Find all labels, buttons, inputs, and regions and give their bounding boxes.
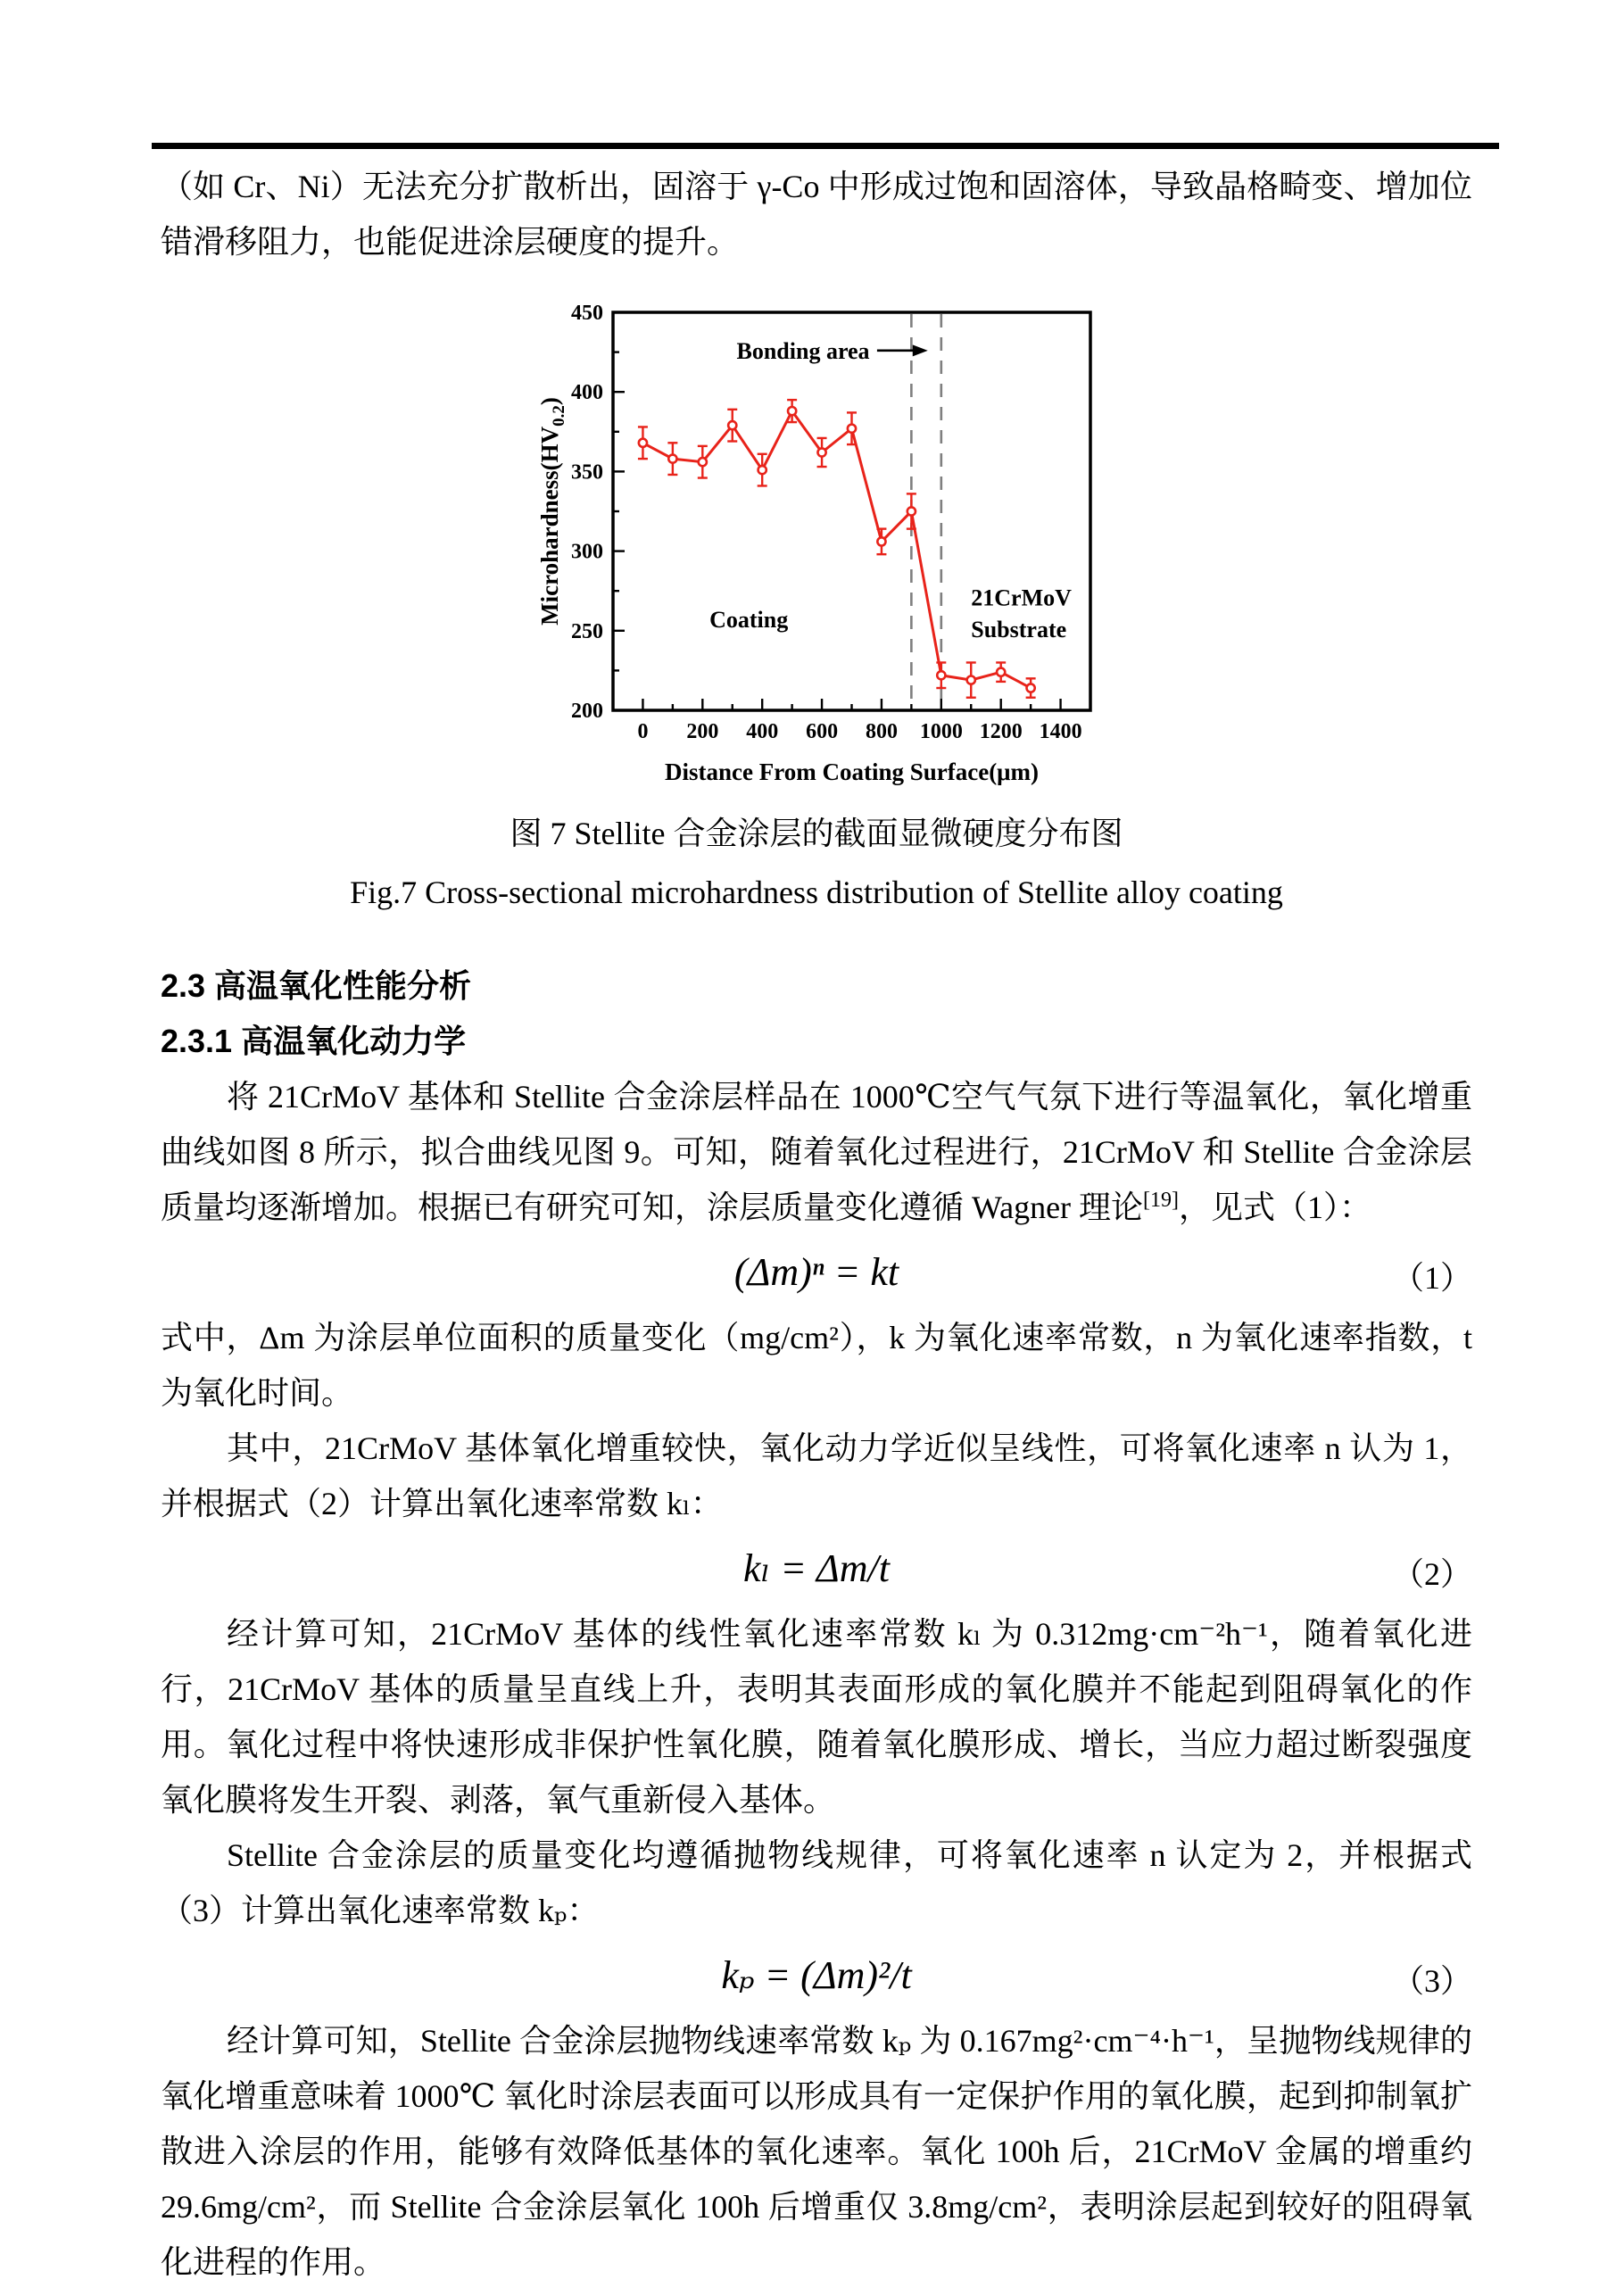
substrate-label-line1: 21CrMoV: [971, 584, 1072, 611]
paragraph-oxidation-intro: [161, 1069, 1472, 1235]
y-tick-label: 350: [571, 460, 603, 485]
y-axis-title: $Microhardness(HV_{0.2})$: [536, 397, 568, 626]
x-tick-label: 1400: [1039, 720, 1082, 743]
paragraph-hardness-discussion: （如 Cr、Ni）无法充分扩散析出，固溶于 γ-Co 中形成过饱和固溶体，导致晶格畸变、增加位错滑移阻力，也能促进涂层硬度的提升。: [161, 169, 1472, 260]
paragraph-oxidation-intro-tail: ，见式（1）：: [1179, 1189, 1372, 1225]
y-tick-label: 400: [571, 381, 603, 405]
x-tick-label: 400: [746, 720, 779, 743]
equation-3-number: （3）: [1391, 1963, 1472, 1999]
reference-19: [19]: [1143, 1189, 1180, 1212]
page-content: [161, 159, 1472, 2290]
substrate-label-line2: Substrate: [971, 616, 1067, 642]
y-tick-label: 450: [571, 302, 603, 325]
equation-2: [161, 1537, 1472, 1601]
x-tick-label: 1000: [919, 720, 963, 743]
equation-3-formula: kₚ = (Δm)²/t: [721, 1953, 912, 1997]
section-heading-2-3: 2.3 高温氧化性能分析: [161, 967, 472, 1004]
paragraph-symbols: 式中，Δm 为涂层单位面积的质量变化（mg/cm²），k 为氧化速率常数，n 为氧化速率指数，t 为氧化时间。: [161, 1320, 1472, 1411]
coating-label: Coating: [709, 607, 789, 634]
paragraph-oxidation-intro-text: 将 21CrMoV 基体和 Stellite 合金涂层样品在 1000℃空气气氛下进行等温氧化，氧化增重曲线如图 8 所示，拟合曲线见图 9。可知，随着氧化过程进行，21CrMoV 和 Stellite 合金涂层质量均逐渐增加。根据已有研究可知，涂层质量变化遵循 Wagner 理论: [161, 1079, 1472, 1225]
figure7-caption-en: Fig.7 Cross-sectional microhardness distribution of Stellite alloy coating: [350, 874, 1283, 910]
paragraph-parabolic-result: 经计算可知，Stellite 合金涂层抛物线速率常数 kₚ 为 0.167mg²·cm⁻⁴·h⁻¹，呈抛物线规律的氧化增重意味着 1000℃ 氧化时涂层表面可以形成具有一定保护作用的氧化膜，起到抑制氧扩散进入涂层的作用，能够有效降低基体的氧化速率。氧化 100h 后，21CrMoV 金属的增重约 29.6mg/cm²，而 Stellite 合金涂层氧化 100h 后增重仅 3.8mg/cm²，表明涂层起到较好的阻碍氧化进程的作用。: [161, 2023, 1472, 2280]
x-tick-label: 1200: [979, 720, 1023, 743]
x-tick-label: 600: [806, 720, 839, 743]
bonding-area-label: Bonding area: [736, 337, 870, 364]
x-tick-label: 800: [865, 720, 898, 743]
figure7-chart: [531, 293, 1102, 792]
equation-3: [161, 1944, 1472, 2008]
paragraph-parabolic-rate: Stellite 合金涂层的质量变化均遵循抛物线规律，可将氧化速率 n 认定为 2，并根据式（3）计算出氧化速率常数 kₚ：: [161, 1837, 1472, 1928]
equation-1-formula: (Δm)ⁿ = kt: [733, 1250, 899, 1294]
paragraph-linear-result: 经计算可知，21CrMoV 基体的线性氧化速率常数 kₗ 为 0.312mg·cm⁻²h⁻¹，随着氧化进行，21CrMoV 基体的质量呈直线上升，表明其表面形成的氧化膜并不能起到阻碍氧化的作用。氧化过程中将快速形成非保护性氧化膜，随着氧化膜形成、增长，当应力超过断裂强度氧化膜将发生开裂、剥落，氧气重新侵入基体。: [161, 1616, 1472, 1818]
y-tick-label: 300: [571, 540, 603, 564]
equation-1-number: （1）: [1391, 1260, 1472, 1296]
x-tick-label: 200: [686, 720, 719, 743]
x-tick-label: 0: [637, 720, 649, 743]
microhardness-plot: [531, 293, 1102, 792]
x-axis-title: Distance From Coating Surface(μm): [665, 758, 1039, 785]
y-tick-label: 250: [571, 619, 603, 643]
subsection-heading-2-3-1: 2.3.1 高温氧化动力学: [161, 1023, 467, 1059]
header-rule: [152, 143, 1499, 149]
equation-2-number: （2）: [1391, 1556, 1472, 1592]
figure7: [161, 293, 1472, 917]
y-tick-label: 200: [571, 700, 603, 723]
equation-2-formula: kₗ = Δm/t: [743, 1546, 890, 1590]
equation-1: [161, 1240, 1472, 1305]
paragraph-linear-rate: 其中，21CrMoV 基体氧化增重较快，氧化动力学近似呈线性，可将氧化速率 n 认为 1，并根据式（2）计算出氧化速率常数 kₗ：: [161, 1430, 1472, 1521]
figure7-caption-cn: 图 7 Stellite 合金涂层的截面显微硬度分布图: [510, 816, 1123, 851]
